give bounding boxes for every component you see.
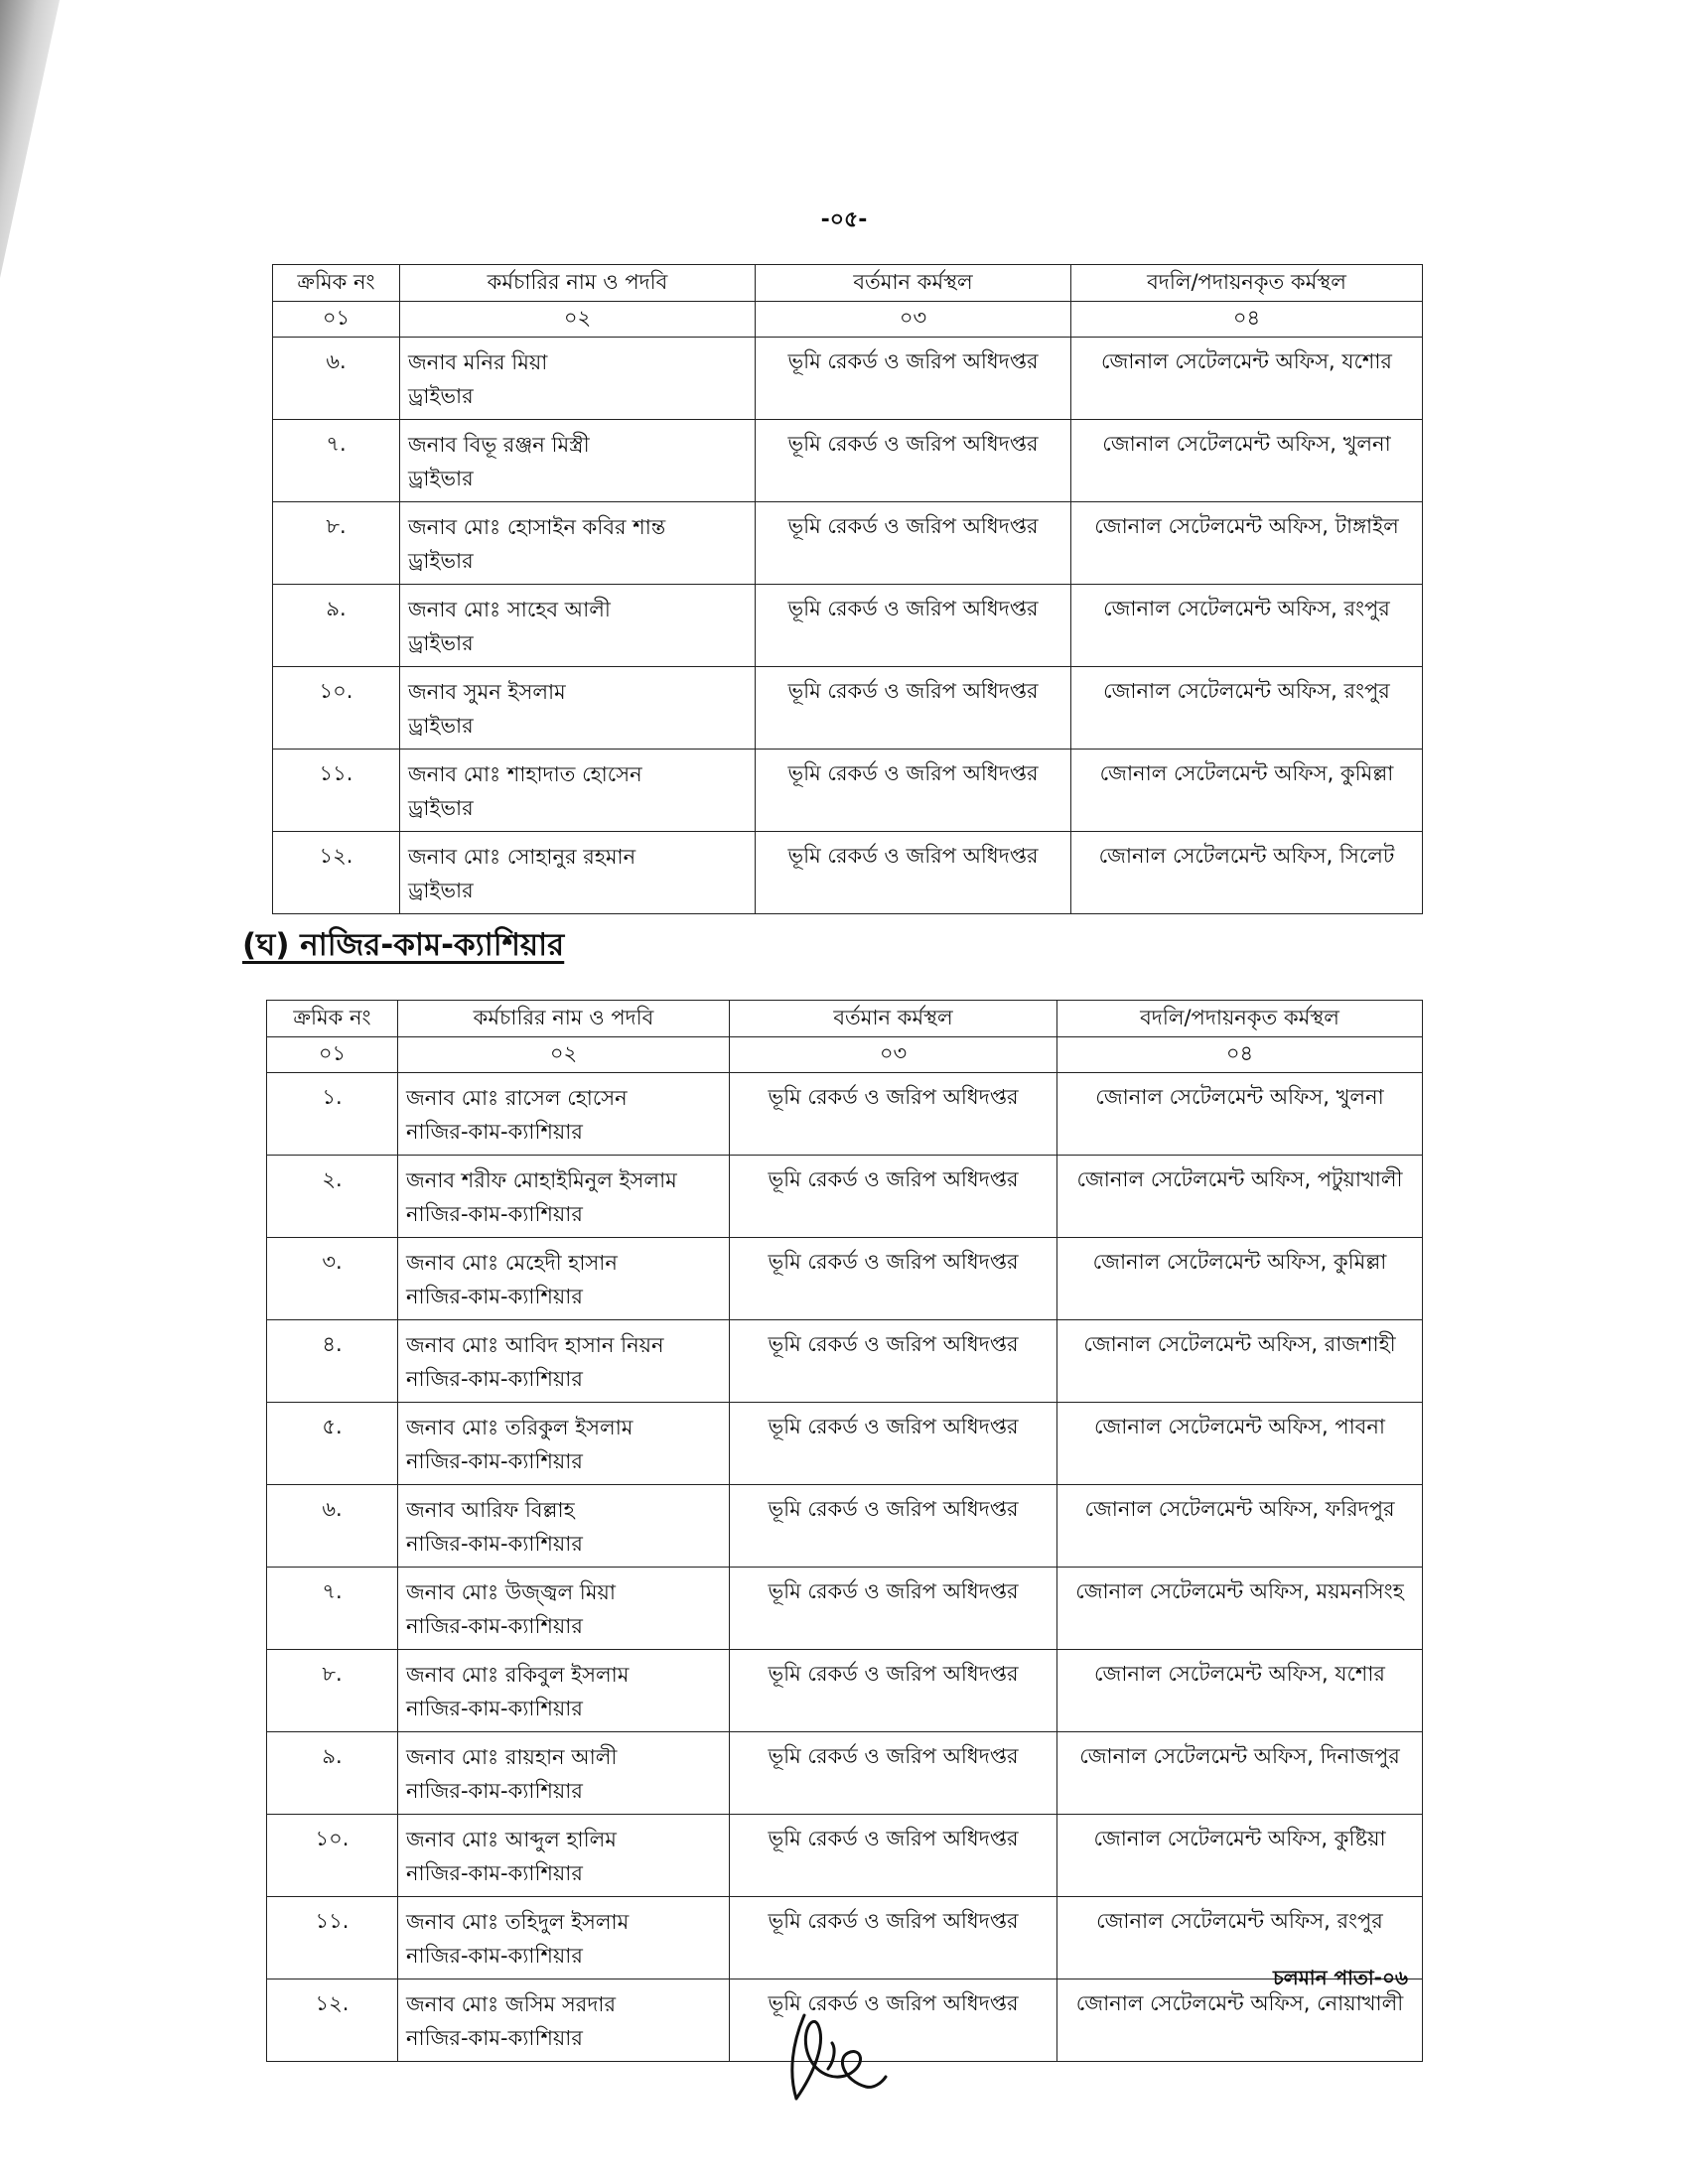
row-transfer-office: জোনাল সেটেলমেন্ট অফিস, সিলেট xyxy=(1071,832,1423,914)
row-serial: ৮. xyxy=(273,502,400,585)
employee-name: জনাব মোঃ হোসাইন কবির শান্ত xyxy=(408,515,666,539)
table-row xyxy=(267,1897,1423,1979)
row-employee xyxy=(398,1897,730,1979)
employee-name: জনাব সুমন ইসলাম xyxy=(408,680,566,704)
row-transfer-office: জোনাল সেটেলমেন্ট অফিস, রংপুর xyxy=(1071,585,1423,667)
employee-designation: নাজির-কাম-ক্যাশিয়ার xyxy=(406,1861,583,1885)
row-transfer-office: জোনাল সেটেলমেন্ট অফিস, পাবনা xyxy=(1057,1403,1423,1485)
table-header-row xyxy=(273,265,1423,302)
employee-designation: ড্রাইভার xyxy=(408,796,474,820)
table-row xyxy=(267,1403,1423,1485)
row-employee xyxy=(400,832,756,914)
row-transfer-office: জোনাল সেটেলমেন্ট অফিস, রাজশাহী xyxy=(1057,1320,1423,1403)
table-row xyxy=(273,585,1423,667)
row-employee xyxy=(398,1320,730,1403)
employee-name: জনাব মোঃ মেহেদী হাসান xyxy=(406,1251,618,1275)
row-transfer-office: জোনাল সেটেলমেন্ট অফিস, নোয়াখালী xyxy=(1057,1979,1423,2062)
employee-designation: নাজির-কাম-ক্যাশিয়ার xyxy=(406,1779,583,1803)
row-transfer-office: জোনাল সেটেলমেন্ট অফিস, যশোর xyxy=(1057,1650,1423,1732)
employee-designation: নাজির-কাম-ক্যাশিয়ার xyxy=(406,1120,583,1144)
row-employee xyxy=(398,1568,730,1650)
header-serial: ক্রমিক নং xyxy=(267,1001,398,1037)
employee-designation: ড্রাইভার xyxy=(408,879,474,902)
table-row xyxy=(267,1485,1423,1568)
employee-designation: ড্রাইভার xyxy=(408,631,474,655)
row-current-office: ভূমি রেকর্ড ও জরিপ অধিদপ্তর xyxy=(730,1156,1057,1238)
row-employee xyxy=(398,1073,730,1156)
row-current-office: ভূমি রেকর্ড ও জরিপ অধিদপ্তর xyxy=(756,832,1071,914)
employee-designation: ড্রাইভার xyxy=(408,384,474,408)
employee-name: জনাব মোঃ জসিম সরদার xyxy=(406,1992,617,2016)
employee-name: জনাব মোঃ শাহাদাত হোসেন xyxy=(408,762,642,786)
row-serial: ১১. xyxy=(273,750,400,832)
row-employee xyxy=(398,1238,730,1320)
table-row xyxy=(273,420,1423,502)
table-row xyxy=(267,1320,1423,1403)
table-row xyxy=(267,1732,1423,1815)
row-current-office: ভূমি রেকর্ড ও জরিপ অধিদপ্তর xyxy=(756,338,1071,420)
row-current-office: ভূমি রেকর্ড ও জরিপ অধিদপ্তর xyxy=(730,1897,1057,1979)
row-current-office: ভূমি রেকর্ড ও জরিপ অধিদপ্তর xyxy=(730,1073,1057,1156)
header-current: বর্তমান কর্মস্থল xyxy=(730,1001,1057,1037)
row-transfer-office: জোনাল সেটেলমেন্ট অফিস, খুলনা xyxy=(1071,420,1423,502)
table-row xyxy=(267,1073,1423,1156)
col-number: ০১ xyxy=(273,302,400,338)
employee-designation: ড্রাইভার xyxy=(408,549,474,573)
row-employee xyxy=(400,420,756,502)
employee-designation: নাজির-কাম-ক্যাশিয়ার xyxy=(406,1367,583,1391)
row-transfer-office: জোনাল সেটেলমেন্ট অফিস, রংপুর xyxy=(1057,1897,1423,1979)
employee-designation: নাজির-কাম-ক্যাশিয়ার xyxy=(406,1285,583,1308)
header-serial: ক্রমিক নং xyxy=(273,265,400,302)
row-current-office: ভূমি রেকর্ড ও জরিপ অধিদপ্তর xyxy=(730,1568,1057,1650)
employee-name: জনাব আরিফ বিল্লাহ xyxy=(406,1498,575,1522)
table1-body xyxy=(273,265,1423,914)
row-serial: ৭. xyxy=(273,420,400,502)
employee-name: জনাব মোঃ আবিদ হাসান নিয়ন xyxy=(406,1333,664,1357)
table-row xyxy=(273,667,1423,750)
employee-name: জনাব মোঃ রকিবুল ইসলাম xyxy=(406,1663,630,1687)
row-transfer-office: জোনাল সেটেলমেন্ট অফিস, যশোর xyxy=(1071,338,1423,420)
row-serial: ১২. xyxy=(273,832,400,914)
signature-icon xyxy=(774,2003,894,2113)
header-name: কর্মচারির নাম ও পদবি xyxy=(398,1001,730,1037)
row-serial: ৩. xyxy=(267,1238,398,1320)
employee-designation: নাজির-কাম-ক্যাশিয়ার xyxy=(406,1532,583,1556)
col-number: ০২ xyxy=(398,1037,730,1073)
row-serial: ১০. xyxy=(273,667,400,750)
row-transfer-office: জোনাল সেটেলমেন্ট অফিস, দিনাজপুর xyxy=(1057,1732,1423,1815)
row-transfer-office: জোনাল সেটেলমেন্ট অফিস, খুলনা xyxy=(1057,1073,1423,1156)
row-serial: ২. xyxy=(267,1156,398,1238)
column-number-row xyxy=(267,1037,1423,1073)
row-serial: ৮. xyxy=(267,1650,398,1732)
row-transfer-office: জোনাল সেটেলমেন্ট অফিস, ময়মনসিংহ xyxy=(1057,1568,1423,1650)
employee-designation: নাজির-কাম-ক্যাশিয়ার xyxy=(406,1614,583,1638)
section-heading-nazir: (ঘ) নাজির-কাম-ক্যাশিয়ার xyxy=(242,927,565,963)
row-serial: ৫. xyxy=(267,1403,398,1485)
row-serial: ৭. xyxy=(267,1568,398,1650)
employee-name: জনাব মনির মিয়া xyxy=(408,350,548,374)
employee-designation: ড্রাইভার xyxy=(408,467,474,490)
employee-designation: নাজির-কাম-ক্যাশিয়ার xyxy=(406,1449,583,1473)
row-current-office: ভূমি রেকর্ড ও জরিপ অধিদপ্তর xyxy=(730,1650,1057,1732)
header-name: কর্মচারির নাম ও পদবি xyxy=(400,265,756,302)
transfer-table-drivers xyxy=(272,264,1423,914)
row-transfer-office: জোনাল সেটেলমেন্ট অফিস, কুমিল্লা xyxy=(1071,750,1423,832)
row-employee xyxy=(400,667,756,750)
row-current-office: ভূমি রেকর্ড ও জরিপ অধিদপ্তর xyxy=(730,1238,1057,1320)
employee-designation: নাজির-কাম-ক্যাশিয়ার xyxy=(406,1944,583,1968)
header-transfer: বদলি/পদায়নকৃত কর্মস্থল xyxy=(1071,265,1423,302)
row-current-office: ভূমি রেকর্ড ও জরিপ অধিদপ্তর xyxy=(756,420,1071,502)
row-current-office: ভূমি রেকর্ড ও জরিপ অধিদপ্তর xyxy=(730,1485,1057,1568)
table-row xyxy=(267,1568,1423,1650)
row-employee xyxy=(398,1815,730,1897)
employee-name: জনাব মোঃ তরিকুল ইসলাম xyxy=(406,1416,633,1439)
row-serial: ১. xyxy=(267,1073,398,1156)
col-number: ০৩ xyxy=(730,1037,1057,1073)
row-current-office: ভূমি রেকর্ড ও জরিপ অধিদপ্তর xyxy=(756,585,1071,667)
row-employee xyxy=(398,1156,730,1238)
row-current-office: ভূমি রেকর্ড ও জরিপ অধিদপ্তর xyxy=(730,1979,1057,2062)
row-transfer-office: জোনাল সেটেলমেন্ট অফিস, টাঙ্গাইল xyxy=(1071,502,1423,585)
table2-body xyxy=(267,1001,1423,2062)
col-number: ০৪ xyxy=(1057,1037,1423,1073)
employee-name: জনাব মোঃ আব্দুল হালিম xyxy=(406,1828,617,1851)
row-current-office: ভূমি রেকর্ড ও জরিপ অধিদপ্তর xyxy=(756,502,1071,585)
row-employee xyxy=(400,502,756,585)
row-employee xyxy=(400,750,756,832)
table-row xyxy=(267,1156,1423,1238)
row-serial: ৬. xyxy=(267,1485,398,1568)
table-row xyxy=(273,338,1423,420)
row-employee xyxy=(400,338,756,420)
col-number: ০১ xyxy=(267,1037,398,1073)
row-serial: ৯. xyxy=(273,585,400,667)
employee-name: জনাব বিভূ রঞ্জন মিস্ত্রী xyxy=(408,433,590,457)
table-header-row xyxy=(267,1001,1423,1037)
row-current-office: ভূমি রেকর্ড ও জরিপ অধিদপ্তর xyxy=(730,1403,1057,1485)
employee-name: জনাব মোঃ উজ্জ্বল মিয়া xyxy=(406,1580,616,1604)
row-employee xyxy=(398,1650,730,1732)
employee-name: জনাব মোঃ রায়হান আলী xyxy=(406,1745,618,1769)
row-employee xyxy=(400,585,756,667)
employee-designation: ড্রাইভার xyxy=(408,714,474,738)
col-number: ০৩ xyxy=(756,302,1071,338)
row-current-office: ভূমি রেকর্ড ও জরিপ অধিদপ্তর xyxy=(756,667,1071,750)
table-row xyxy=(267,1650,1423,1732)
table-row xyxy=(273,832,1423,914)
employee-name: জনাব শরীফ মোহাইমিনুল ইসলাম xyxy=(406,1168,677,1192)
row-serial: ১২. xyxy=(267,1979,398,2062)
employee-designation: নাজির-কাম-ক্যাশিয়ার xyxy=(406,1202,583,1226)
employee-designation: নাজির-কাম-ক্যাশিয়ার xyxy=(406,1697,583,1720)
row-transfer-office: জোনাল সেটেলমেন্ট অফিস, পটুয়াখালী xyxy=(1057,1156,1423,1238)
page-number: -০৫- xyxy=(820,207,868,232)
row-current-office: ভূমি রেকর্ড ও জরিপ অধিদপ্তর xyxy=(730,1815,1057,1897)
employee-name: জনাব মোঃ সাহেব আলী xyxy=(408,598,611,621)
transfer-table-nazir xyxy=(266,1000,1423,2062)
employee-designation: নাজির-কাম-ক্যাশিয়ার xyxy=(406,2026,583,2050)
row-serial: ১০. xyxy=(267,1815,398,1897)
row-employee xyxy=(398,1485,730,1568)
header-transfer: বদলি/পদায়নকৃত কর্মস্থল xyxy=(1057,1001,1423,1037)
continued-page-note: চলমান পাতা-০৬ xyxy=(1273,1966,1408,1989)
row-employee xyxy=(398,1979,730,2062)
employee-name: জনাব মোঃ রাসেল হোসেন xyxy=(406,1086,628,1110)
column-number-row xyxy=(273,302,1423,338)
table-row xyxy=(273,750,1423,832)
row-serial: ১১. xyxy=(267,1897,398,1979)
row-transfer-office: জোনাল সেটেলমেন্ট অফিস, রংপুর xyxy=(1071,667,1423,750)
row-current-office: ভূমি রেকর্ড ও জরিপ অধিদপ্তর xyxy=(756,750,1071,832)
row-employee xyxy=(398,1403,730,1485)
table-row xyxy=(267,1238,1423,1320)
row-transfer-office: জোনাল সেটেলমেন্ট অফিস, ফরিদপুর xyxy=(1057,1485,1423,1568)
table-row xyxy=(267,1815,1423,1897)
row-current-office: ভূমি রেকর্ড ও জরিপ অধিদপ্তর xyxy=(730,1732,1057,1815)
row-transfer-office: জোনাল সেটেলমেন্ট অফিস, কুমিল্লা xyxy=(1057,1238,1423,1320)
col-number: ০২ xyxy=(400,302,756,338)
row-current-office: ভূমি রেকর্ড ও জরিপ অধিদপ্তর xyxy=(730,1320,1057,1403)
row-serial: ৬. xyxy=(273,338,400,420)
header-current: বর্তমান কর্মস্থল xyxy=(756,265,1071,302)
row-serial: ৯. xyxy=(267,1732,398,1815)
employee-name: জনাব মোঃ তহিদুল ইসলাম xyxy=(406,1910,630,1934)
table-row xyxy=(273,502,1423,585)
row-serial: ৪. xyxy=(267,1320,398,1403)
row-transfer-office: জোনাল সেটেলমেন্ট অফিস, কুষ্টিয়া xyxy=(1057,1815,1423,1897)
row-employee xyxy=(398,1732,730,1815)
col-number: ০৪ xyxy=(1071,302,1423,338)
employee-name: জনাব মোঃ সোহানুর রহমান xyxy=(408,845,636,869)
